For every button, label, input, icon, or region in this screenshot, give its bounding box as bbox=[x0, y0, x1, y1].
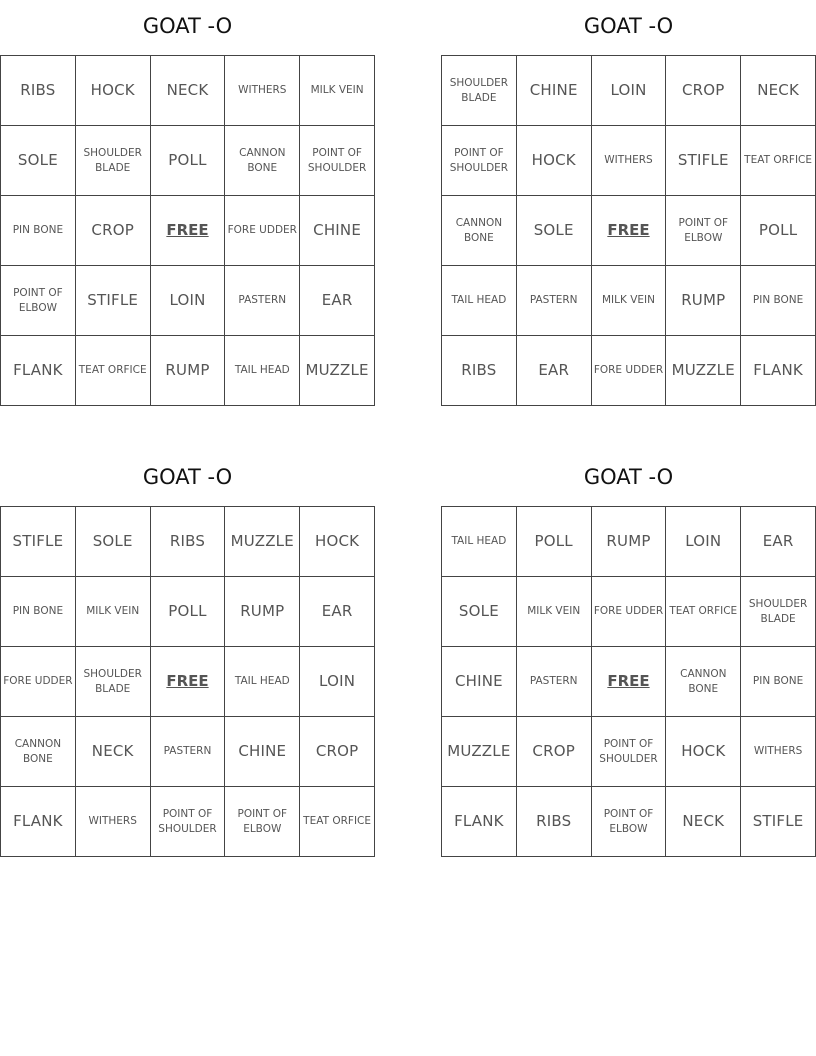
bingo-cell: POINT OF SHOULDER bbox=[442, 126, 517, 196]
bingo-cell: POLL bbox=[517, 507, 592, 577]
bingo-cell: HOCK bbox=[300, 507, 375, 577]
bingo-cell: MUZZLE bbox=[225, 507, 300, 577]
bingo-cell: MILK VEIN bbox=[592, 266, 667, 336]
bingo-cell: TAIL HEAD bbox=[225, 336, 300, 406]
bingo-cell: PIN BONE bbox=[741, 266, 816, 336]
bingo-cell: HOCK bbox=[517, 126, 592, 196]
bingo-cell: NECK bbox=[151, 56, 226, 126]
bingo-cell: TEAT ORFICE bbox=[76, 336, 151, 406]
bingo-cell: RUMP bbox=[151, 336, 226, 406]
bingo-cell: RUMP bbox=[666, 266, 741, 336]
bingo-cell: LOIN bbox=[151, 266, 226, 336]
bingo-cell: WITHERS bbox=[76, 787, 151, 857]
bingo-cell: PIN BONE bbox=[1, 196, 76, 266]
bingo-cell: FORE UDDER bbox=[592, 336, 667, 406]
bingo-cell: STIFLE bbox=[666, 126, 741, 196]
bingo-cell: CANNON BONE bbox=[442, 196, 517, 266]
card-title: GOAT -O bbox=[142, 14, 233, 38]
bingo-cell: PASTERN bbox=[517, 266, 592, 336]
bingo-cell: CHINE bbox=[442, 647, 517, 717]
bingo-cell: POLL bbox=[741, 196, 816, 266]
bingo-cell: PASTERN bbox=[225, 266, 300, 336]
bingo-cell: WITHERS bbox=[741, 717, 816, 787]
bingo-cell: SHOULDER BLADE bbox=[741, 577, 816, 647]
bingo-cell: SOLE bbox=[1, 126, 76, 196]
bingo-cell: LOIN bbox=[592, 56, 667, 126]
bingo-cell: POINT OF SHOULDER bbox=[300, 126, 375, 196]
bingo-grid bbox=[441, 506, 816, 857]
bingo-cell: TAIL HEAD bbox=[442, 507, 517, 577]
bingo-cell: MILK VEIN bbox=[76, 577, 151, 647]
bingo-cell: STIFLE bbox=[76, 266, 151, 336]
bingo-cell: POINT OF SHOULDER bbox=[151, 787, 226, 857]
bingo-card bbox=[441, 451, 816, 857]
bingo-cell: CROP bbox=[666, 56, 741, 126]
bingo-cell: FORE UDDER bbox=[225, 196, 300, 266]
free-space-cell: FREE bbox=[592, 196, 667, 266]
bingo-card bbox=[441, 0, 816, 406]
bingo-cell: TAIL HEAD bbox=[442, 266, 517, 336]
bingo-cell: RIBS bbox=[517, 787, 592, 857]
free-space-cell: FREE bbox=[592, 647, 667, 717]
bingo-cell: HOCK bbox=[666, 717, 741, 787]
bingo-cell: EAR bbox=[741, 507, 816, 577]
bingo-cell: POINT OF ELBOW bbox=[592, 787, 667, 857]
bingo-cell: LOIN bbox=[300, 647, 375, 717]
bingo-cell: FLANK bbox=[1, 336, 76, 406]
bingo-cell: WITHERS bbox=[592, 126, 667, 196]
bingo-cell: LOIN bbox=[666, 507, 741, 577]
bingo-cell: POLL bbox=[151, 126, 226, 196]
bingo-cell: STIFLE bbox=[1, 507, 76, 577]
bingo-cell: MUZZLE bbox=[300, 336, 375, 406]
bingo-cell: TEAT ORFICE bbox=[300, 787, 375, 857]
bingo-cell: FLANK bbox=[741, 336, 816, 406]
bingo-cell: EAR bbox=[300, 266, 375, 336]
bingo-cell: POINT OF SHOULDER bbox=[592, 717, 667, 787]
bingo-cell: SHOULDER BLADE bbox=[442, 56, 517, 126]
bingo-cell: PASTERN bbox=[517, 647, 592, 717]
bingo-cell: MUZZLE bbox=[442, 717, 517, 787]
bingo-cell: RIBS bbox=[1, 56, 76, 126]
free-space-cell: FREE bbox=[151, 196, 226, 266]
bingo-cell: TAIL HEAD bbox=[225, 647, 300, 717]
bingo-cell: TEAT ORFICE bbox=[666, 577, 741, 647]
bingo-cell: PIN BONE bbox=[741, 647, 816, 717]
bingo-cell: SOLE bbox=[442, 577, 517, 647]
bingo-cell: POINT OF ELBOW bbox=[225, 787, 300, 857]
bingo-cell: CANNON BONE bbox=[666, 647, 741, 717]
bingo-cell: EAR bbox=[300, 577, 375, 647]
bingo-cell: CHINE bbox=[225, 717, 300, 787]
bingo-cell: CROP bbox=[76, 196, 151, 266]
bingo-cell: HOCK bbox=[76, 56, 151, 126]
bingo-cell: FLANK bbox=[1, 787, 76, 857]
bingo-cell: POINT OF ELBOW bbox=[666, 196, 741, 266]
bingo-cell: CHINE bbox=[300, 196, 375, 266]
bingo-grid bbox=[441, 55, 816, 406]
bingo-cell: RIBS bbox=[151, 507, 226, 577]
bingo-cell: FLANK bbox=[442, 787, 517, 857]
bingo-cell: CANNON BONE bbox=[1, 717, 76, 787]
bingo-cell: MILK VEIN bbox=[300, 56, 375, 126]
bingo-cell: STIFLE bbox=[741, 787, 816, 857]
free-space-cell: FREE bbox=[151, 647, 226, 717]
bingo-cell: CANNON BONE bbox=[225, 126, 300, 196]
bingo-grid bbox=[0, 506, 375, 857]
bingo-cell: NECK bbox=[76, 717, 151, 787]
bingo-cell: FORE UDDER bbox=[592, 577, 667, 647]
bingo-cell: TEAT ORFICE bbox=[741, 126, 816, 196]
bingo-cell: NECK bbox=[666, 787, 741, 857]
bingo-grid bbox=[0, 55, 375, 406]
card-title: GOAT -O bbox=[583, 14, 674, 38]
bingo-cell: CROP bbox=[300, 717, 375, 787]
bingo-cell: PASTERN bbox=[151, 717, 226, 787]
bingo-cell: SHOULDER BLADE bbox=[76, 126, 151, 196]
bingo-cell: CHINE bbox=[517, 56, 592, 126]
bingo-cell: RUMP bbox=[592, 507, 667, 577]
bingo-cell: RIBS bbox=[442, 336, 517, 406]
bingo-cell: SHOULDER BLADE bbox=[76, 647, 151, 717]
bingo-cell: WITHERS bbox=[225, 56, 300, 126]
bingo-cell: NECK bbox=[741, 56, 816, 126]
bingo-card bbox=[0, 451, 375, 857]
bingo-cell: POLL bbox=[151, 577, 226, 647]
bingo-cell: RUMP bbox=[225, 577, 300, 647]
bingo-cell: SOLE bbox=[517, 196, 592, 266]
bingo-cell: MILK VEIN bbox=[517, 577, 592, 647]
card-title: GOAT -O bbox=[583, 465, 674, 489]
bingo-cell: SOLE bbox=[76, 507, 151, 577]
bingo-cell: POINT OF ELBOW bbox=[1, 266, 76, 336]
card-title: GOAT -O bbox=[142, 465, 233, 489]
bingo-cell: MUZZLE bbox=[666, 336, 741, 406]
bingo-card bbox=[0, 0, 375, 406]
bingo-cell: PIN BONE bbox=[1, 577, 76, 647]
bingo-cell: EAR bbox=[517, 336, 592, 406]
bingo-cell: CROP bbox=[517, 717, 592, 787]
bingo-cell: FORE UDDER bbox=[1, 647, 76, 717]
